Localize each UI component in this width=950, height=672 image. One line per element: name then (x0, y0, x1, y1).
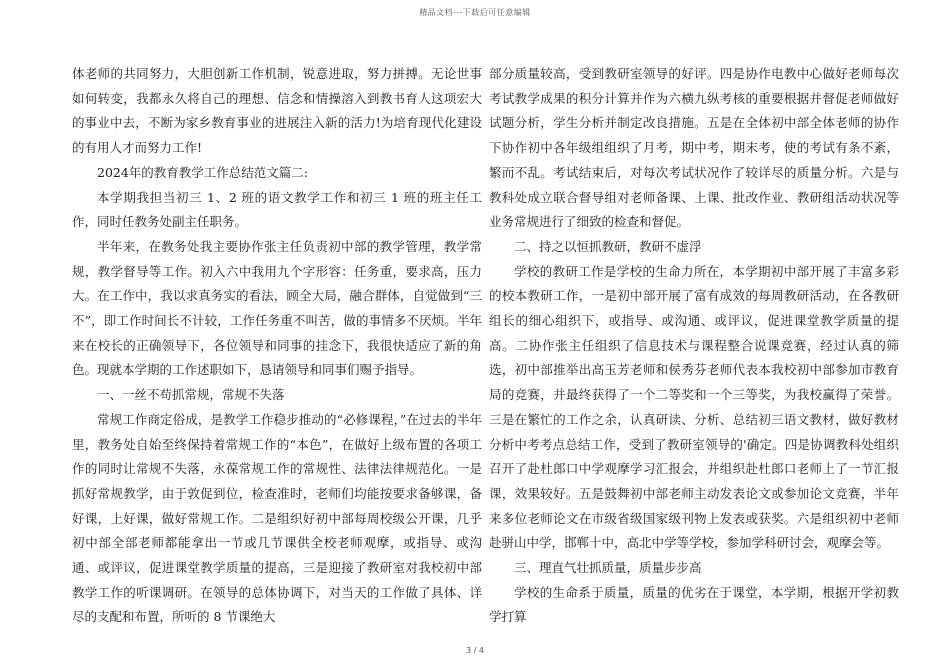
section-title: 2024年的教育教学工作总结范文篇二: (97, 164, 309, 180)
section-heading: 三、理直气壮抓质量，质量步步高 (514, 560, 702, 576)
page-number: 3 / 4 (466, 646, 484, 655)
paragraph: 常规工作商定俗成，是教学工作稳步推动的“必修课程，”在过去的半年里，教务处自始至终保持着常规工作的“本色”，在做好上级布置的各项工作的同时让常规不失落，永葆常规工作的常规性、法律法律规范化。一是抓好常规教学，由于敦促到位，检查准时，老师们均能按要求备够课，备好课，上好课，做好常规工作。二是组织好初中部每周校级公开课，几乎初中部全部老师都能拿出一节或几节课供全校老师观摩，或指导、或沟通、或评议，促进课堂教学质量的提高，三是迎接了教研室对我校初中部教学工作的听课调研。在领导的总体协调下，对当天的工作做了具体、详尽的支配和布置，所听的 8 节课绝大 (72, 411, 482, 625)
section-heading: 一、一丝不苟抓常规，常规不失落 (97, 387, 285, 403)
paragraph: 学校的生命系于质量，质量的优劣在于课堂，本学期，根据开学初教学打算 (489, 584, 899, 625)
right-column (489, 62, 899, 630)
paragraph: 本学期我担当初三 1、2 班的语文教学工作和初三 1 班的班主任工作，同时任教务处副主任职务。 (72, 189, 482, 230)
paragraph: 学校的教研工作是学校的生命力所在，本学期初中部开展了丰富多彩的校本教研工作，一是初中部开展了富有成效的每周教研活动，在各教研组长的细心组织下，或指导、或沟通、或评议，促进课堂教学质量的提高。二协作张主任组织了信息技术与课程整合说课竞赛，经过认真的筛选，初中部推举出高玉芳老师和侯秀芬老师代表本我校初中部参加市教育局的竞赛，并最终获得了一个二等奖和一个三等奖，为我校赢得了荣誉。三是在繁忙的工作之余，认真研读、分析、总结初三语文教材，做好教材分析中考考点总结工作，受到了教研室领导的'确定。四是协调教科处组织召开了赴杜郎口中学观摩学习汇报会，并组织赴杜郎口老师上了一节汇报课，效果较好。五是鼓舞初中部老师主动发表论文或参加论文竞赛，半年来多位老师论文在市级省级国家级刊物上发表或获奖。六是组织初中老师赴骈山中学，邯郸十中，高北中学等学校，参加学科研讨会，观摩会等。 (489, 263, 899, 551)
paragraph: 部分质量较高，受到教研室领导的好评。四是协作电教中心做好老师每次考试教学成果的积分计算并作为六横九纵考核的重要根据并督促老师做好试题分析，学生分析并制定改良措施。五是在全体初中部全体老师的协作下协作初中各年级组组织了月考，期中考，期末考，使的考试有条不紊，繁而不乱。考试结束后，对每次考试状况作了较详尽的质量分析。六是与教科处成立联合督导组对老师备课、上课、批改作业、教研组活动状况等业务常规进行了细致的检查和督促。 (489, 66, 899, 230)
section-heading: 二、持之以恒抓教研，教研不虚浮 (514, 238, 702, 254)
left-column (72, 62, 482, 630)
paragraph: 半年来，在教务处我主要协作张主任负责初中部的教学管理，教学常规，教学督导等工作。初入六中我用九个字形容：任务重，要求高，压力大。在工作中，我以求真务实的看法，顾全大局，融合群体，自觉做到“三不”，即工作时间长不计较，工作任务重不叫苦，做的事情多不厌烦。半年来在校长的正确领导下，各位领导和同事的挂念下，我很快适应了新的角色。现就本学期的工作述职如下，恳请领导和同事们赐予指导。 (72, 238, 482, 378)
page-header: 精品文档---下载后可任意编辑 (419, 8, 531, 17)
paragraph: 体老师的共同努力，大胆创新工作机制，锐意进取，努力拼搏。无论世事如何转变，我都永久将自己的理想、信念和情操溶入到教书育人这项宏大的事业中去，不断为家乡教育事业的进展注入新的活力!为培育现代化建设的有用人才而努力工作! (72, 66, 482, 156)
